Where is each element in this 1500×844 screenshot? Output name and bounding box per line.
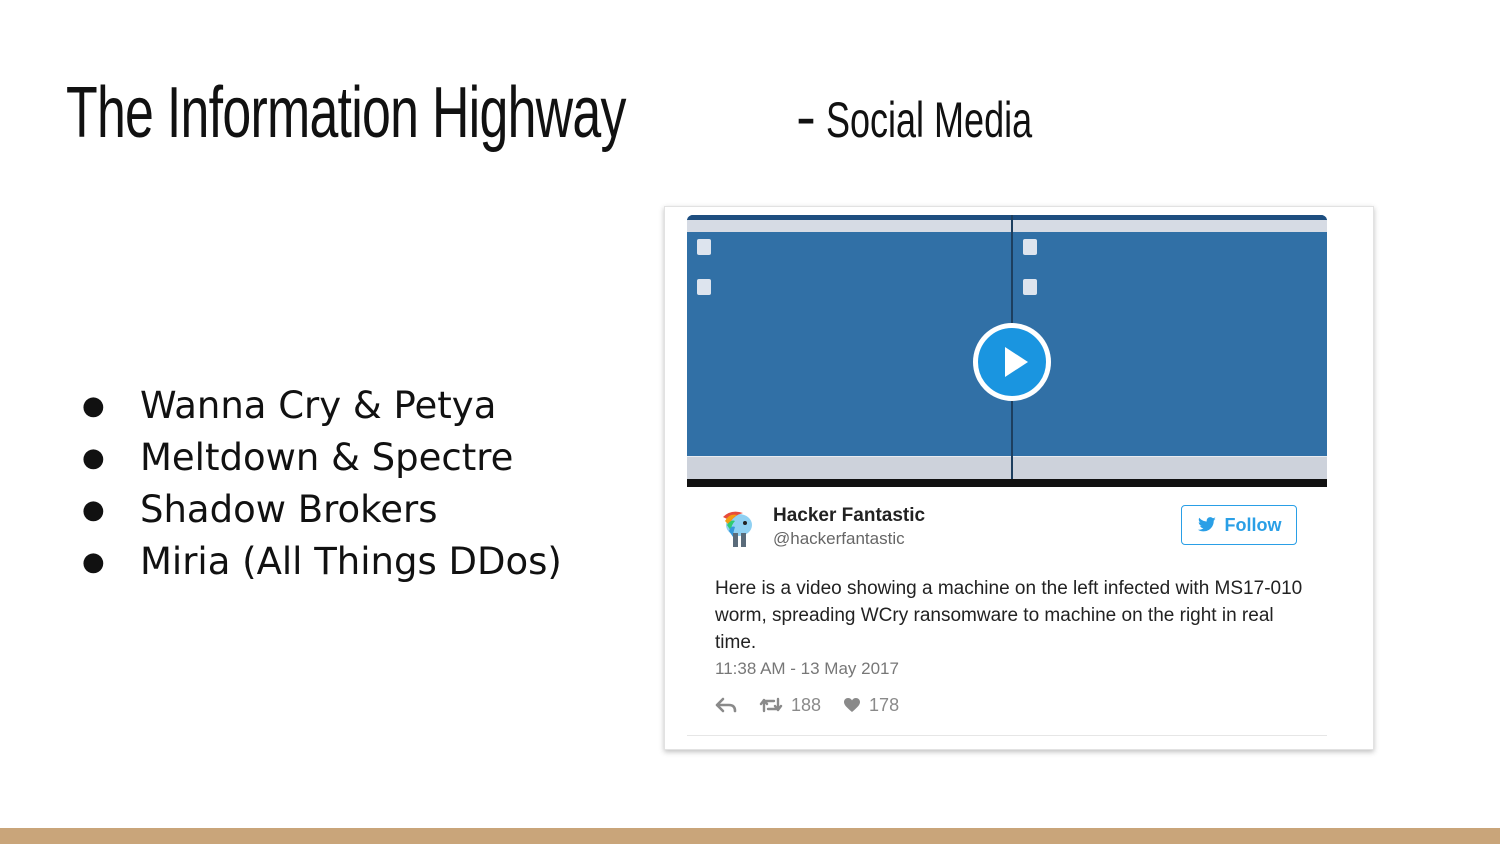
title-separator: - xyxy=(796,83,816,150)
retweet-button[interactable] xyxy=(759,695,821,716)
slide-title xyxy=(66,72,1112,154)
retweet-icon xyxy=(759,697,783,713)
tweet-actions xyxy=(715,693,921,717)
tweet-video[interactable] xyxy=(687,215,1327,487)
reply-icon xyxy=(715,697,737,713)
bullet-item: ● Meltdown & Spectre xyxy=(82,436,514,479)
play-button[interactable] xyxy=(973,323,1051,401)
heart-icon xyxy=(843,697,861,713)
recycle-bin-icon xyxy=(1023,279,1037,295)
embedded-tweet xyxy=(664,206,1374,750)
bullet-text: Shadow Brokers xyxy=(140,488,438,531)
tweet-text: Here is a video showing a machine on the left infected with MS17-010 worm, spreading WCry ransomware to machine on the right in real time. xyxy=(715,578,1303,653)
author-handle[interactable]: @hackerfantastic xyxy=(773,529,905,548)
vm-screen-right xyxy=(1013,215,1327,487)
like-count: 178 xyxy=(869,694,900,715)
title-subtitle: Social Media xyxy=(825,92,1033,148)
bullet-item: ● Miria (All Things DDos) xyxy=(82,540,562,583)
vm-screen-left xyxy=(687,215,1013,487)
follow-button[interactable] xyxy=(1181,505,1297,545)
taskbar xyxy=(687,456,1011,479)
bullet-text: Miria (All Things DDos) xyxy=(140,540,562,583)
title-main: The Information Highway xyxy=(66,73,626,153)
taskbar xyxy=(1013,456,1327,479)
footer-bar xyxy=(0,828,1500,844)
bullet-text: Meltdown & Spectre xyxy=(140,436,514,479)
follow-label: Follow xyxy=(1224,514,1282,535)
like-button[interactable] xyxy=(843,695,899,716)
file-icon xyxy=(1023,239,1037,255)
bullet-item: ● Shadow Brokers xyxy=(82,488,438,531)
avatar[interactable] xyxy=(713,503,761,551)
twitter-bird-icon xyxy=(1197,517,1217,533)
reply-button[interactable] xyxy=(715,697,737,713)
tweet-timestamp[interactable]: 11:38 AM - 13 May 2017 xyxy=(715,659,899,678)
divider xyxy=(687,735,1327,736)
bullet-list xyxy=(80,380,562,588)
bullet-text: Wanna Cry & Petya xyxy=(140,384,497,427)
play-icon xyxy=(978,328,1046,396)
recycle-bin-icon xyxy=(697,279,711,295)
retweet-count: 188 xyxy=(791,694,822,715)
author-name[interactable]: Hacker Fantastic xyxy=(773,505,926,526)
bullet-item: ● Wanna Cry & Petya xyxy=(82,384,497,427)
desktop-icon xyxy=(697,239,711,255)
